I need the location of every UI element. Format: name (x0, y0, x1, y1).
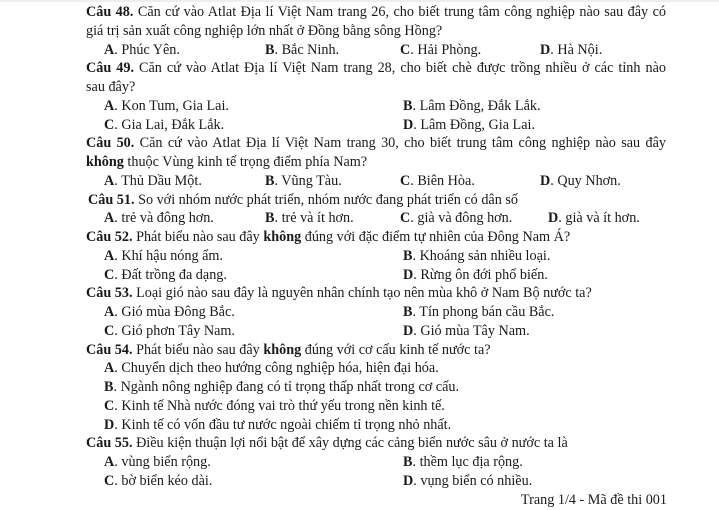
stem-text: sau đây? (86, 79, 136, 95)
question-stem-continued (86, 22, 666, 40)
answer-option-d[interactable] (540, 172, 621, 190)
option-text: . Hà Nội. (550, 41, 603, 58)
answer-option-b[interactable] (403, 247, 550, 265)
answer-option-c[interactable] (400, 41, 481, 59)
option-letter: C (104, 322, 115, 339)
question-number: Câu 51. (88, 191, 135, 208)
answer-option-b[interactable] (403, 453, 523, 471)
option-letter: B (403, 454, 413, 470)
option-text: . Gió mùa Đông Bắc. (114, 304, 235, 320)
option-letter: A (104, 210, 115, 227)
option-text: . Bắc Ninh. (274, 41, 340, 58)
option-letter: B (265, 172, 275, 189)
option-letter: C (104, 266, 115, 283)
stem-text: So với nhóm nước phát triển, nhóm nước đang phát triển có dân số (134, 191, 518, 208)
stem-text: giá trị sản xuất công nghiệp lớn nhất ở Đồng bằng sông Hồng? (86, 22, 443, 39)
question-number: Câu 50. (86, 135, 135, 152)
option-text: . Gió phơn Tây Nam. (114, 322, 235, 339)
option-letter: A (104, 454, 115, 470)
answer-option-d[interactable] (403, 472, 532, 490)
answer-option-b[interactable] (265, 41, 339, 59)
option-text: . bờ biển kéo dài. (114, 472, 213, 489)
answer-option-a[interactable] (104, 247, 223, 265)
question-stem (86, 3, 666, 21)
answer-option-a[interactable] (104, 453, 211, 471)
option-letter: A (104, 97, 115, 114)
option-letter: A (104, 247, 115, 264)
option-text: . Kinh tế Nhà nước đóng vai trò thứ yếu trong nền kinh tế. (114, 397, 445, 414)
option-letter: A (104, 304, 115, 320)
answer-option-b[interactable] (403, 303, 554, 321)
option-letter: D (540, 172, 551, 189)
option-letter: C (400, 172, 411, 189)
answer-option-b[interactable] (104, 378, 459, 396)
question-stem (86, 434, 666, 452)
answer-option-c[interactable] (104, 322, 235, 340)
answer-option-d[interactable] (403, 266, 548, 284)
option-text: . Hải Phòng. (410, 41, 482, 58)
question-stem (86, 59, 666, 77)
question-number: Câu 52. (86, 229, 133, 245)
answer-option-b[interactable] (265, 209, 354, 227)
option-text: . Gia Lai, Đắk Lắk. (114, 116, 225, 133)
stem-text: Phát biểu nào sau đây (132, 341, 264, 358)
option-letter: D (104, 416, 115, 433)
answer-option-b[interactable] (265, 172, 342, 190)
option-text: . Thủ Dầu Một. (114, 172, 202, 189)
option-text: . Chuyển dịch theo hướng công nghiệp hóa, hiện đại hóa. (114, 360, 439, 377)
answer-option-d[interactable] (540, 41, 602, 59)
question-stem (86, 284, 666, 302)
stem-text: Căn cứ vào Atlat Địa lí Việt Nam trang 26, cho biết trung tâm công nghiệp nào sau đây có (133, 4, 666, 20)
option-text: . vùng biển rộng. (114, 454, 211, 470)
option-text: . Đất trồng đa dạng. (114, 266, 227, 283)
option-letter: B (265, 41, 275, 58)
stem-text: Loại gió nào sau đây là nguyên nhân chính tạo nên mùa khô ở Nam Bộ nước ta? (132, 285, 592, 302)
option-letter: B (403, 247, 413, 264)
question-stem (88, 191, 668, 209)
answer-option-d[interactable] (548, 209, 640, 227)
option-text: . Vũng Tàu. (274, 172, 342, 189)
answer-option-c[interactable] (104, 397, 445, 415)
option-text: . Phúc Yên. (114, 41, 180, 58)
answer-option-a[interactable] (104, 97, 229, 115)
answer-option-c[interactable] (400, 209, 512, 227)
option-letter: A (104, 41, 115, 58)
answer-option-a[interactable] (104, 359, 439, 377)
option-text: . vụng biển có nhiều. (413, 472, 533, 489)
option-text: . Khoáng sản nhiều loại. (412, 247, 551, 264)
option-text: . Rừng ôn đới phổ biến. (413, 266, 548, 283)
option-text: . Ngành nông nghiệp đang có tỉ trọng thấp nhất trong cơ cấu. (113, 379, 460, 395)
option-letter: D (540, 41, 551, 58)
question-number: Câu 54. (86, 341, 133, 358)
option-letter: D (403, 322, 414, 339)
option-letter: C (104, 116, 115, 133)
stem-text: thuộc Vùng kinh tế trọng điểm phía Nam? (123, 154, 368, 170)
stem-text: đúng với đặc điểm tự nhiên của Đông Nam Á? (301, 229, 571, 245)
stem-text: đúng với cơ cấu kinh tế nước ta? (301, 341, 491, 358)
question-stem-continued (86, 153, 666, 171)
question-number: Câu 55. (86, 435, 133, 452)
stem-text: Căn cứ vào Atlat Địa lí Việt Nam trang 28, cho biết chè được trồng nhiều ở các tỉnh nào (134, 60, 666, 77)
option-text: . Gió mùa Tây Nam. (413, 322, 530, 339)
answer-option-a[interactable] (104, 209, 214, 227)
answer-option-c[interactable] (400, 172, 475, 190)
answer-option-d[interactable] (403, 116, 535, 134)
option-letter: B (104, 379, 114, 395)
option-letter: D (548, 210, 559, 227)
question-stem-continued (86, 78, 666, 96)
option-letter: B (403, 97, 413, 114)
answer-option-a[interactable] (104, 41, 180, 59)
option-text: . Kon Tum, Gia Lai. (114, 97, 229, 114)
question-stem (86, 341, 666, 359)
answer-option-a[interactable] (104, 172, 202, 190)
option-text: . thềm lục địa rộng. (412, 454, 523, 470)
question-number: Câu 48. (86, 4, 134, 20)
option-text: . Quy Nhơn. (550, 172, 621, 189)
answer-option-d[interactable] (104, 416, 451, 434)
stem-text: Điều kiện thuận lợi nổi bật để xây dựng các cảng biển nước sâu ở nước ta là (132, 435, 568, 452)
option-text: . già và đông hơn. (410, 210, 513, 227)
option-letter: D (403, 266, 414, 283)
option-letter: C (400, 41, 411, 58)
option-text: . Lâm Đồng, Gia Lai. (413, 116, 535, 133)
option-text: . Tín phong bán cầu Bắc. (412, 304, 555, 320)
page-footer: Trang 1/4 - Mã đề thi 001 (520, 492, 667, 508)
question-number: Câu 53. (86, 285, 133, 302)
question-stem (86, 134, 666, 152)
emphasis-text: không (263, 229, 302, 245)
emphasis-text: không (263, 341, 302, 358)
emphasis-text: không (86, 154, 124, 170)
option-letter: B (403, 304, 413, 320)
question-number: Câu 49. (86, 60, 134, 77)
option-text: . trẻ và đông hơn. (114, 210, 214, 227)
stem-text: Căn cứ vào Atlat Địa lí Việt Nam trang 30, cho biết trung tâm công nghiệp nào sau đây (134, 135, 666, 152)
answer-option-a[interactable] (104, 303, 235, 321)
option-letter: B (265, 210, 275, 227)
option-letter: C (104, 397, 115, 414)
answer-option-d[interactable] (403, 322, 530, 340)
answer-option-b[interactable] (403, 97, 541, 115)
option-text: . Khí hậu nóng ẩm. (114, 247, 224, 264)
option-text: . Biên Hòa. (410, 172, 475, 189)
option-letter: C (104, 472, 115, 489)
option-text: . trẻ và ít hơn. (274, 210, 354, 227)
stem-text: Phát biểu nào sau đây (132, 229, 264, 245)
option-letter: A (104, 360, 115, 377)
option-text: . Kinh tế có vốn đầu tư nước ngoài chiếm tỉ trọng nhỏ nhất. (114, 416, 452, 433)
answer-option-c[interactable] (104, 266, 227, 284)
answer-option-c[interactable] (104, 116, 224, 134)
option-letter: D (403, 116, 414, 133)
page-edge (0, 0, 719, 2)
option-text: . già và ít hơn. (558, 210, 640, 227)
question-stem (86, 228, 666, 246)
option-letter: D (403, 472, 414, 489)
answer-option-c[interactable] (104, 472, 212, 490)
option-letter: A (104, 172, 115, 189)
option-letter: C (400, 210, 411, 227)
option-text: . Lâm Đồng, Đắk Lắk. (412, 97, 541, 114)
